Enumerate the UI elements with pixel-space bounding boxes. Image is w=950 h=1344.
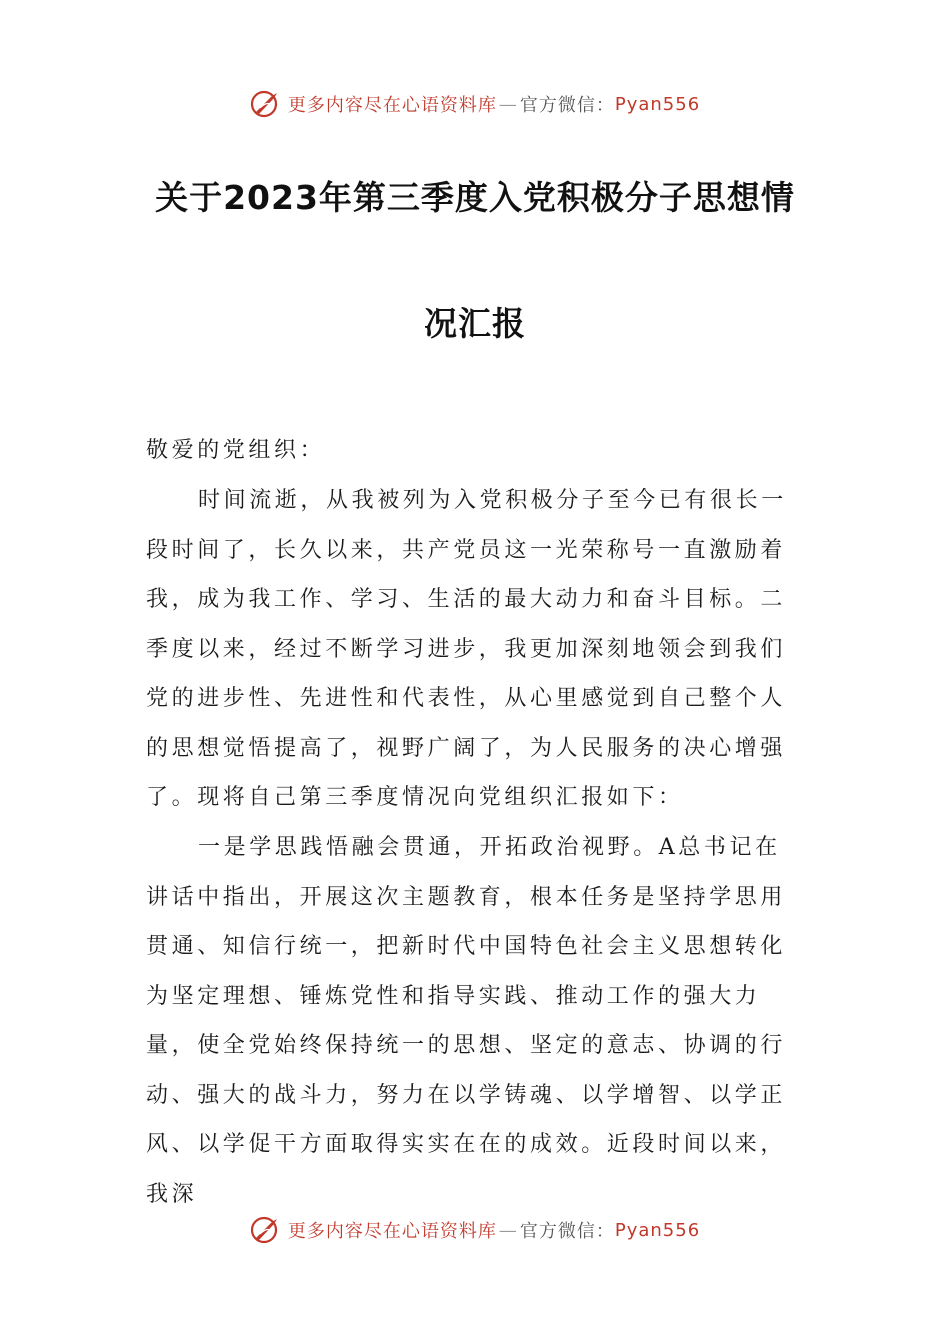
watermark-text: 更多内容尽在心语资料库: [287, 1221, 497, 1242]
document-title-line-1: 关于2023年第三季度入党积极分子思想情: [155, 178, 795, 217]
quill-logo-icon: [250, 88, 282, 120]
document-title-line-2: 况汇报: [424, 304, 526, 343]
watermark-official-label: 官方微信：: [519, 95, 615, 116]
watermark-separator: —: [498, 93, 518, 115]
watermark-text: 更多内容尽在心语资料库: [287, 95, 497, 116]
quill-logo-icon: [250, 1214, 282, 1246]
paragraph-text: 一是学思践悟融会贯通，开拓政治视野。A总书记在讲话中指出，开展这次主题教育，根本任务是坚持学思用贯通、知信行统一，把新时代中国特色社会主义思想转化为坚定理想、锤炼党性和指导实践、推动工作的强大力量，使全党始终保持统一的思想、坚定的意志、协调的行动、强大的战斗力，努力在以学铸魂、以学增智、以学正风、以学促干方面取得实实在在的成效。近段时间以来，我深: [146, 835, 787, 1207]
paragraph-point-one: [146, 823, 806, 1219]
watermark-separator: —: [498, 1219, 518, 1241]
watermark-wechat-id: Pyan556: [614, 1219, 701, 1241]
watermark-official-label: 官方微信：: [519, 1221, 615, 1242]
watermark-header: [0, 84, 950, 124]
salutation: 敬爱的党组织：: [146, 438, 326, 463]
paragraph-text: 时间流逝，从我被列为入党积极分子至今已有很长一段时间了，长久以来，共产党员这一光荣称号一直激励着我，成为我工作、学习、生活的最大动力和奋斗目标。二季度以来，经过不断学习进步，我更加深刻地领会到我们党的进步性、先进性和代表性，从心里感觉到自己整个人的思想觉悟提高了，视野广阔了，为人民服务的决心增强了。现将自己第三季度情况向党组织汇报如下：: [146, 488, 787, 810]
paragraph-intro: [146, 476, 806, 823]
watermark-wechat-id: Pyan556: [614, 93, 701, 115]
watermark-footer: [0, 1210, 950, 1250]
